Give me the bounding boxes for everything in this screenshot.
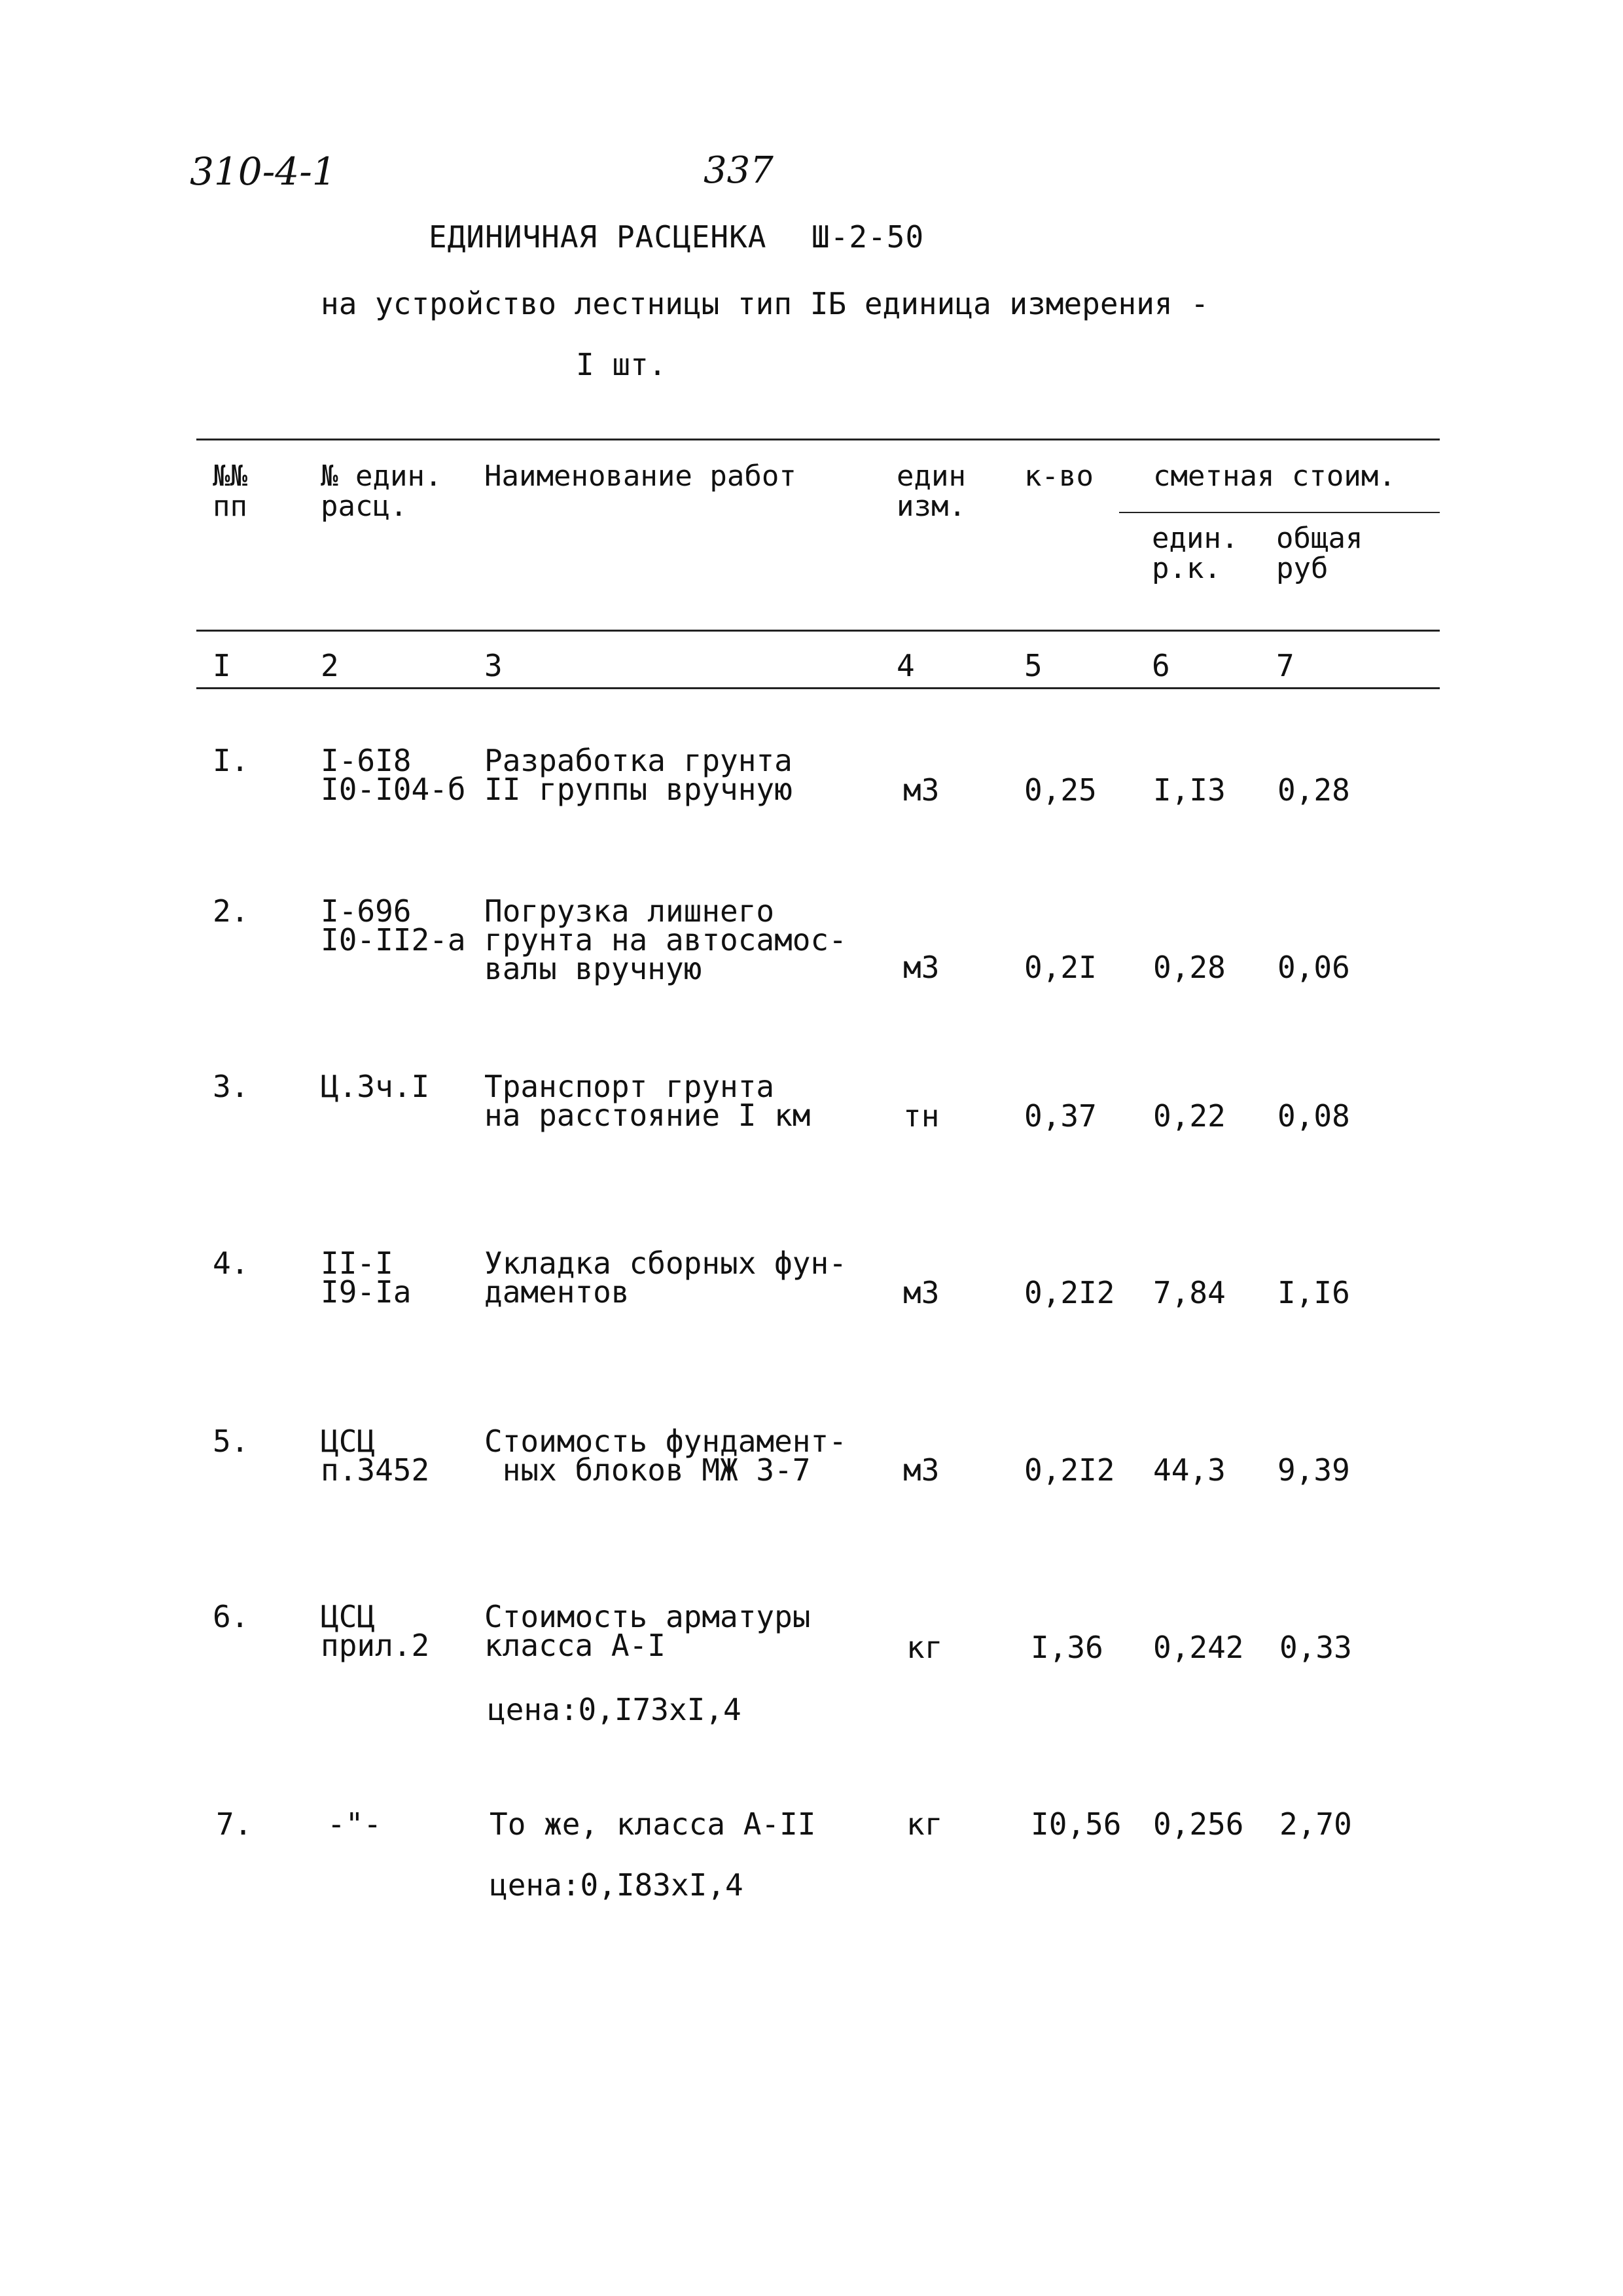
column-number-3: 3 [484, 648, 503, 683]
table-row-3-total: 0,08 [1277, 1098, 1350, 1134]
group-header-rule [1119, 512, 1440, 513]
column-numbers-rule [196, 687, 1440, 689]
header-rate-number: № един. расц. [321, 459, 442, 523]
table-row-7-code: -"- [327, 1806, 382, 1842]
table-row-7-number: 7. [216, 1806, 253, 1842]
table-row-7-unit-price: 0,256 [1153, 1806, 1244, 1842]
table-row-2-number: 2. [213, 893, 249, 929]
table-row-3-unit-price: 0,22 [1153, 1098, 1226, 1134]
table-row-5-total: 9,39 [1277, 1452, 1350, 1488]
rate-code: Ш-2-50 [812, 219, 925, 255]
table-row-3-number: 3. [213, 1069, 249, 1104]
table-row-4-unit-price: 7,84 [1153, 1275, 1226, 1310]
table-row-6-name: Стоимость арматуры класса А-I [484, 1599, 811, 1663]
table-row-6-code: ЦСЦ прил.2 [321, 1599, 430, 1663]
table-row-7-unit: кг [906, 1806, 943, 1842]
title-line-3: I шт. [576, 347, 667, 382]
table-row-1-number: I. [213, 743, 249, 778]
column-number-6: 6 [1152, 648, 1170, 683]
table-row-6-total: 0,33 [1279, 1630, 1352, 1665]
table-row-4-qty: 0,2I2 [1024, 1275, 1115, 1310]
header-unit-price: един. р.к. [1152, 522, 1239, 585]
table-row-7-qty: I0,56 [1031, 1806, 1122, 1842]
column-number-2: 2 [321, 648, 339, 683]
table-row-1-total: 0,28 [1277, 772, 1350, 808]
table-row-4-total: I,I6 [1277, 1275, 1350, 1310]
table-row-2-total: 0,06 [1277, 950, 1350, 985]
table-row-2-unit-price: 0,28 [1153, 950, 1226, 985]
table-row-6-unit: кг [906, 1630, 943, 1665]
table-row-1-name: Разработка грунта II группы вручную [484, 743, 793, 807]
table-row-2-code: I-696 I0-II2-а [321, 893, 466, 958]
table-row-3-name: Транспорт грунта на расстояние I км [484, 1069, 811, 1133]
header-bottom-rule [196, 630, 1440, 632]
table-row-2-qty: 0,2I [1024, 950, 1097, 985]
table-row-1-qty: 0,25 [1024, 772, 1097, 808]
document-code: 310-4-1 [190, 149, 336, 194]
page-number: 337 [704, 149, 774, 192]
table-row-5-number: 5. [213, 1424, 249, 1459]
table-row-4-number: 4. [213, 1246, 249, 1281]
table-row-3-unit: тн [903, 1098, 940, 1134]
table-row-7-note: цена:0,I83хI,4 [490, 1867, 743, 1903]
header-unit: един изм. [897, 459, 966, 523]
header-row-number: №№ пп [213, 459, 247, 523]
table-row-1-code: I-6I8 I0-I04-б [321, 743, 466, 807]
document-title: ЕДИНИЧНАЯ РАСЦЕНКА [429, 219, 767, 255]
table-row-3-code: Ц.3ч.I [321, 1069, 430, 1104]
header-estimated-cost: сметная стоим. [1153, 459, 1396, 493]
table-row-6-note: цена:0,I73хI,4 [488, 1692, 741, 1727]
table-row-1-unit: м3 [903, 772, 940, 808]
table-row-5-name: Стоимость фундамент- ных блоков МЖ 3-7 [484, 1424, 847, 1488]
table-top-rule [196, 439, 1440, 440]
table-row-4-name: Укладка сборных фун- даментов [484, 1246, 847, 1310]
column-number-5: 5 [1024, 648, 1043, 683]
table-row-6-unit-price: 0,242 [1153, 1630, 1244, 1665]
table-row-1-unit-price: I,I3 [1153, 772, 1226, 808]
table-row-5-unit-price: 44,3 [1153, 1452, 1226, 1488]
table-row-5-unit: м3 [903, 1452, 940, 1488]
table-row-4-code: II-I I9-Iа [321, 1246, 412, 1310]
table-row-6-number: 6. [213, 1599, 249, 1634]
header-total: общая руб [1276, 522, 1363, 585]
table-row-2-name: Погрузка лишнего грунта на автосамос- валы вручную [484, 893, 847, 986]
column-number-4: 4 [897, 648, 915, 683]
table-row-5-qty: 0,2I2 [1024, 1452, 1115, 1488]
header-work-name: Наименование работ [484, 459, 796, 493]
table-row-7-total: 2,70 [1279, 1806, 1352, 1842]
table-row-5-code: ЦСЦ п.3452 [321, 1424, 430, 1488]
table-row-7-name: То же, класса А-II [490, 1806, 816, 1842]
table-row-4-unit: м3 [903, 1275, 940, 1310]
column-number-1: I [213, 648, 231, 683]
table-row-3-qty: 0,37 [1024, 1098, 1097, 1134]
column-number-7: 7 [1276, 648, 1294, 683]
header-quantity: к-во [1024, 459, 1094, 493]
table-row-6-qty: I,36 [1031, 1630, 1103, 1665]
table-row-2-unit: м3 [903, 950, 940, 985]
title-line-2: на устройство лестницы тип IБ единица измерения - [321, 286, 1209, 321]
